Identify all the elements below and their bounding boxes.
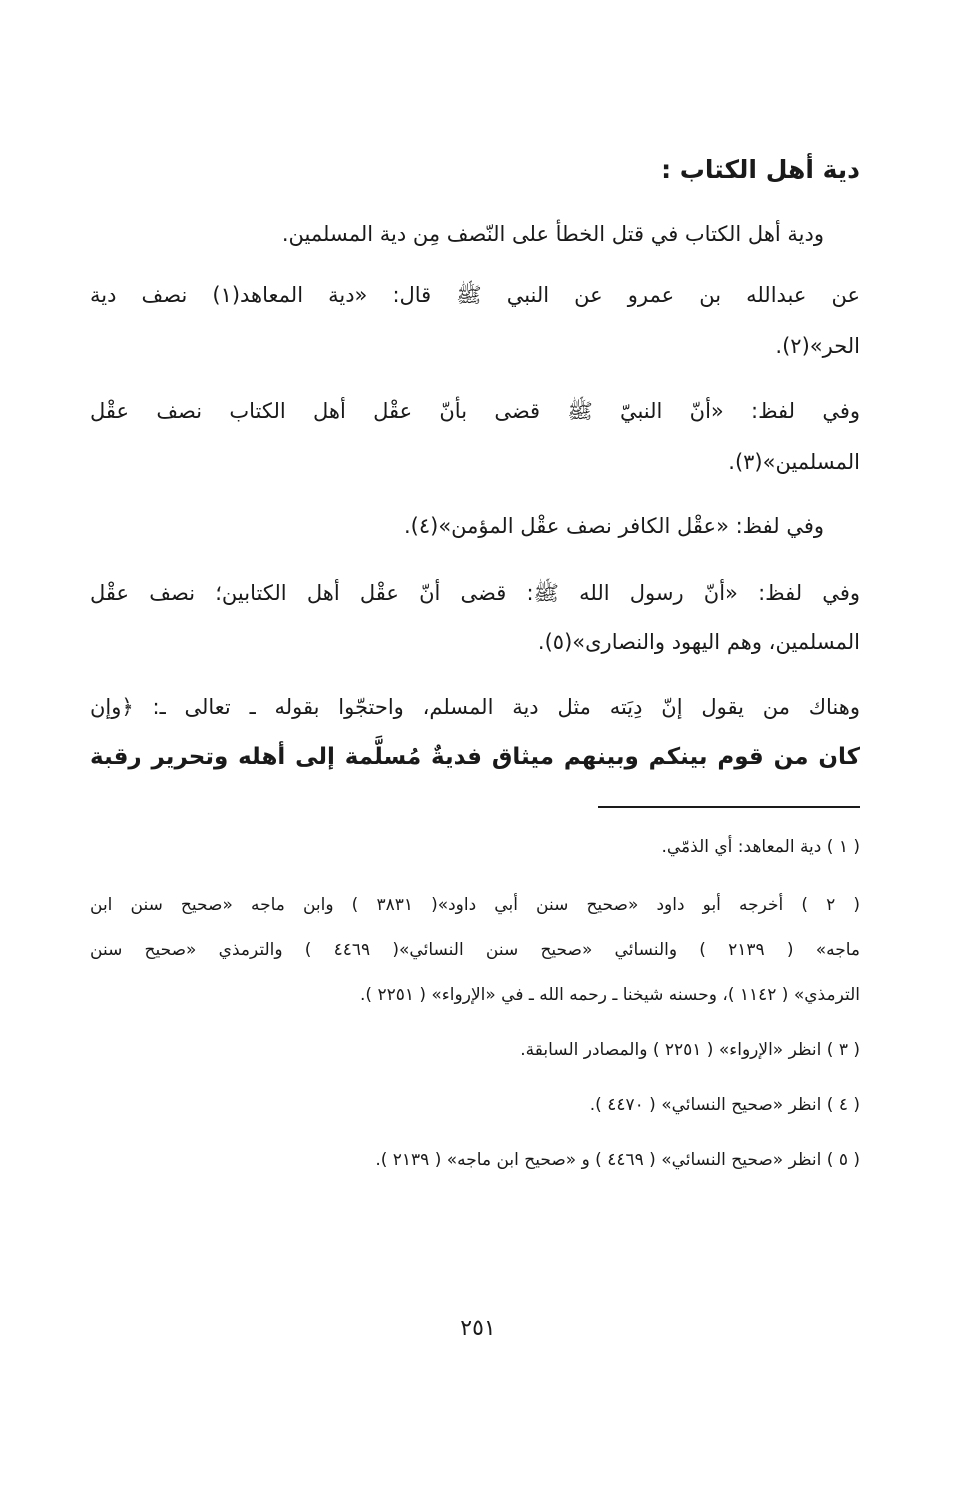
footnote-2-line-1: ( ٢ ) أخرجه أبو داود «صحيح سنن أبي داود»( ٣٨٣١ ) وابن ماجه «صحيح سنن ابن: [90, 895, 860, 915]
paragraph-5-line-2: المسلمين، وهم اليهود والنصارى»(٥).: [537, 630, 860, 654]
footnote-4: ( ٤ ) انظر «صحيح النسائي» ( ٤٤٧٠ ).: [589, 1095, 860, 1115]
footnote-1: ( ١ ) دية المعاهد: أي الذمّي.: [661, 837, 860, 857]
paragraph-3-line-1: وفي لفظ: «أنّ النبيّ ﷺ قضى بأنّ عقْل أهل الكتاب نصف عقْل: [90, 399, 860, 423]
footnote-5: ( ٥ ) انظر «صحيح النسائي» ( ٤٤٦٩ ) و «صحيح ابن ماجه» ( ٢١٣٩ ).: [375, 1150, 860, 1170]
page-number: ٢٥١: [460, 1316, 496, 1341]
footnote-2-line-3: الترمذي» ( ١١٤٢ )، وحسنه شيخنا ـ رحمه الله ـ في «الإرواء» ( ٢٢٥١ ).: [359, 985, 860, 1005]
section-heading: دية أهل الكتاب :: [661, 155, 860, 184]
footnote-separator: [598, 806, 860, 808]
footnote-3: ( ٣ ) انظر «الإرواء» ( ٢٢٥١ ) والمصادر السابقة.: [520, 1040, 860, 1060]
paragraph-2-line-1: عن عبدالله بن عمرو عن النبي ﷺ قال: «دية المعاهد(١) نصف دية: [90, 283, 861, 307]
paragraph-2-line-2: الحر»(٢).: [775, 334, 860, 358]
paragraph-1: ودية أهل الكتاب في قتل الخطأ على النّصف مِن دية المسلمين.: [281, 222, 824, 246]
footnote-2-line-2: ماجه» ( ٢١٣٩ ) والنسائي «صحيح سنن النسائي»( ٤٤٦٩ ) والترمذي «صحيح سنن: [90, 940, 860, 960]
quran-verse-line: كان من قوم بينكم وبينهم ميثاق فديةٌ مُسلَّمة إلى أهله وتحرير رقبة: [90, 744, 860, 770]
paragraph-3-line-2: المسلمين»(٣).: [728, 450, 860, 474]
paragraph-4: وفي لفظ: «عقْل الكافر نصف عقْل المؤمن»(٤).: [403, 514, 824, 538]
paragraph-6-line-1: وهناك من يقول إنّ دِيَته مثل دية المسلم، واحتجّوا بقوله ـ تعالى ـ: ﴿وإن: [90, 695, 860, 719]
paragraph-5-line-1: وفي لفظ: «أنّ رسول الله ﷺ: قضى أنّ عقْل أهل الكتابين؛ نصف عقْل: [90, 581, 860, 605]
